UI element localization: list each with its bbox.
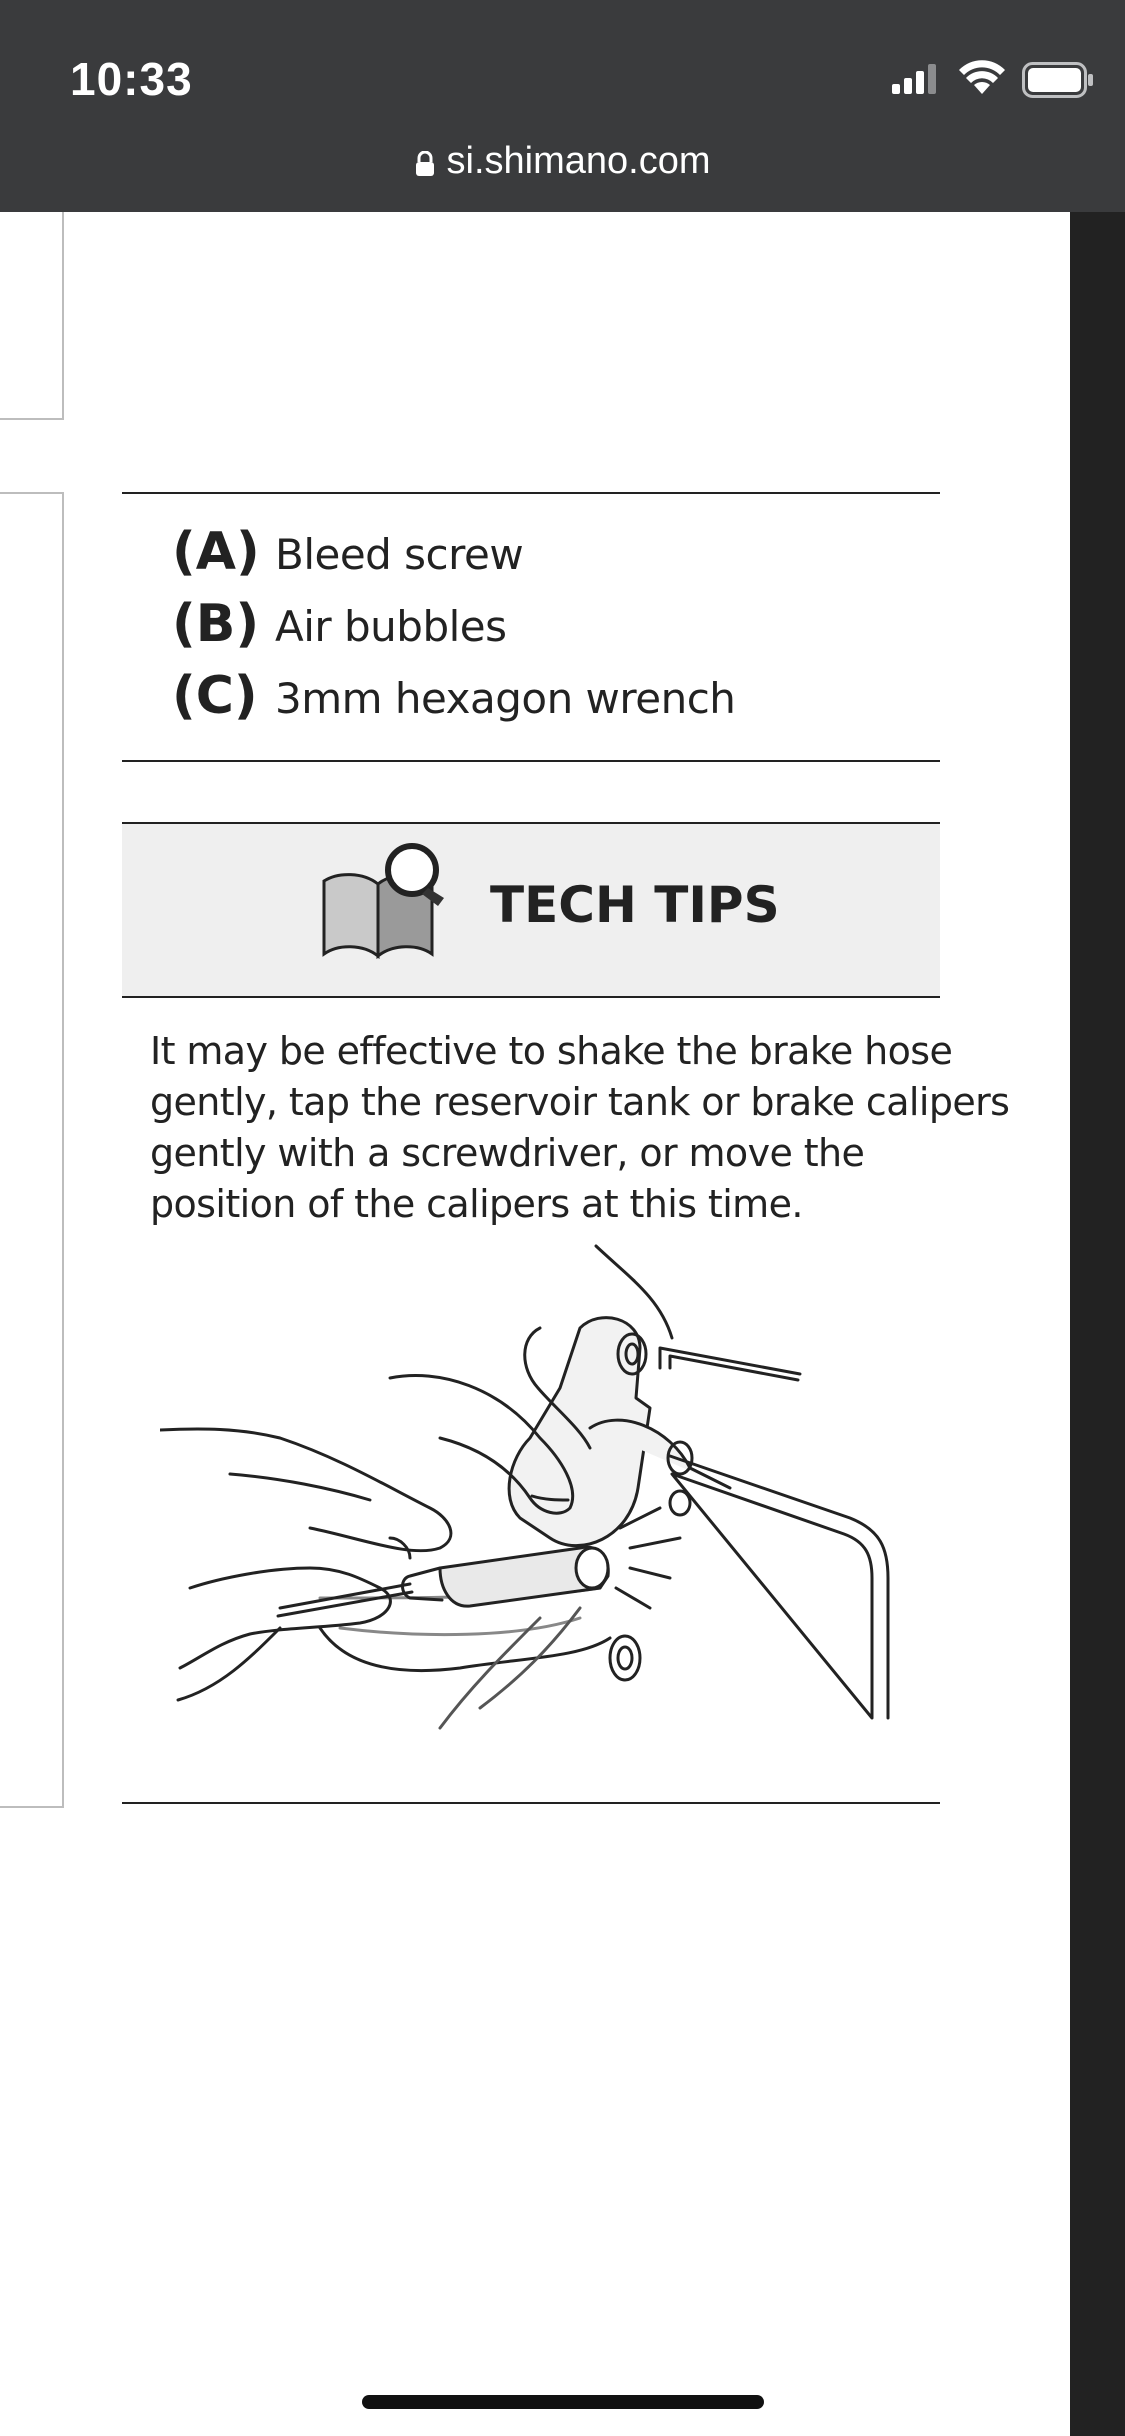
legend-key: (A) <box>172 522 260 582</box>
tip-line: gently, tap the reservoir tank or brake calipers <box>150 1080 1010 1124</box>
scrollbar-track[interactable] <box>1070 212 1125 2436</box>
book-magnifier-icon <box>318 836 478 966</box>
divider <box>122 760 940 762</box>
legend-key: (B) <box>172 594 260 654</box>
tech-tips-header <box>122 822 940 998</box>
tech-tips-title: TECH TIPS <box>490 876 780 934</box>
tip-line: It may be effective to shake the brake hose <box>150 1029 953 1073</box>
legend-label: Air bubbles <box>275 602 507 651</box>
signal-icon <box>892 62 940 94</box>
status-time: 10:33 <box>70 53 193 105</box>
wifi-icon <box>958 58 1006 96</box>
legend-label: 3mm hexagon wrench <box>275 674 736 723</box>
tip-line: position of the calipers at this time. <box>150 1182 803 1226</box>
brake-caliper-tapping-illustration <box>160 1238 920 1778</box>
tech-tips-text <box>150 1026 1010 1230</box>
status-bar <box>0 0 1125 212</box>
tip-line: gently with a screwdriver, or move the <box>150 1131 865 1175</box>
home-indicator[interactable] <box>362 2395 764 2409</box>
lock-icon <box>415 151 435 177</box>
divider <box>122 492 940 494</box>
battery-icon <box>1022 62 1094 98</box>
address-bar[interactable] <box>0 140 1125 183</box>
url-text: si.shimano.com <box>446 140 711 182</box>
legend-key: (C) <box>172 666 258 726</box>
legend-label: Bleed screw <box>275 530 524 579</box>
divider <box>122 1802 940 1804</box>
previous-frame <box>0 212 64 420</box>
content-frame <box>0 492 64 1808</box>
